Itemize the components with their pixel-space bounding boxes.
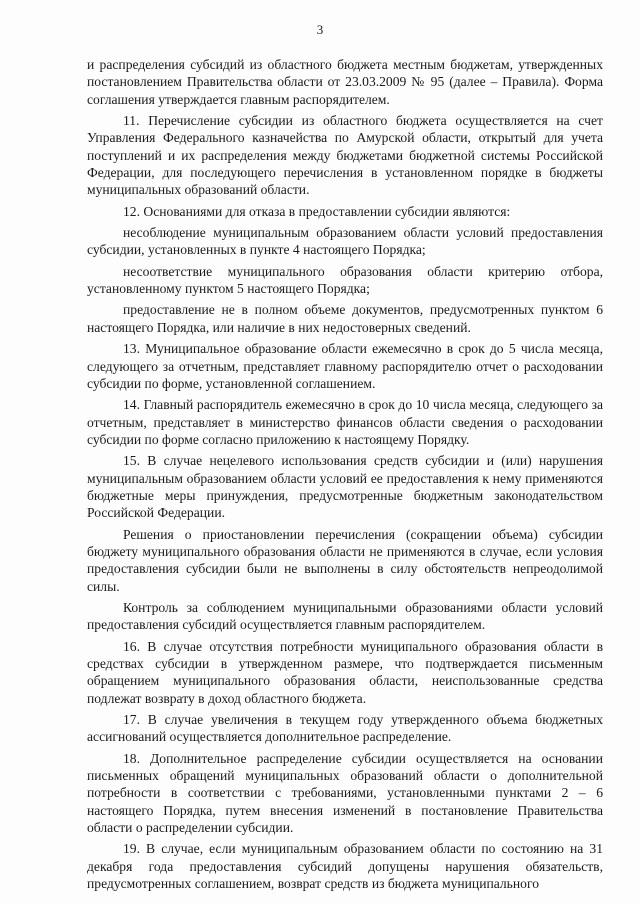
paragraph-11: 11. Перечисление субсидии из областного бюджета осуществляется на счет Управления Федерального казначейства по Амурской области, открытый для учета поступлений и их распределения между бюджетами бюджетной системы Российской Федерации, для последующего перечисления в установленном порядке в бюджеты муниципальных образований области.: [87, 113, 603, 198]
paragraph-14: 14. Главный распорядитель ежемесячно в срок до 10 числа месяца, следующего за отчетным, представляет в министерство финансов области сведения о расходовании субсидии по форме согласно приложению к настоящему Порядку.: [87, 397, 603, 447]
paragraph-17: 17. В случае увеличения в текущем году утвержденного объема бюджетных ассигнований осуществляется дополнительное распределение.: [87, 712, 603, 745]
paragraph-continuation: и распределения субсидий из областного бюджета местным бюджетам, утвержденных постановлением Правительства области от 23.03.2009 № 95 (далее – Правила). Форма соглашения утверждается главным распорядителем.: [87, 57, 603, 107]
document-body: [87, 56, 603, 892]
paragraph-15-decisions: Решения о приостановлении перечисления (сокращении объема) субсидии бюджету муниципального образования области не применяются в случае, если условия предоставления субсидии были не выполнены в силу обстоятельств непреодолимой силы.: [87, 526, 603, 594]
paragraph-12-item-1: несоблюдение муниципальным образованием области условий предоставления субсидии, установленных в пункте 4 настоящего Порядка;: [87, 225, 603, 258]
paragraph-16: 16. В случае отсутствия потребности муниципального образования области в средствах субсидии в утвержденном размере, что подтверждается письменным обращением муниципального образования области, неиспользованные средства подлежат возврату в доход областного бюджета.: [87, 638, 603, 706]
paragraph-12-item-3: предоставление не в полном объеме документов, предусмотренных пунктом 6 настоящего Порядка, или наличие в них недостоверных сведений.: [87, 302, 603, 335]
paragraph-12: 12. Основаниями для отказа в предоставлении субсидии являются:: [123, 203, 511, 219]
paragraph-12-item-2: несоответствие муниципального образования области критерию отбора, установленному пунктом 5 настоящего Порядка;: [87, 263, 603, 297]
page-number: 3: [316, 22, 324, 37]
paragraph-15: 15. В случае нецелевого использования средств субсидии и (или) нарушения муниципальным образованием области условий ее предоставления к нему применяются бюджетные меры принуждения, предусмотренные бюджетным законодательством Российской Федерации.: [87, 453, 603, 521]
paragraph-13: 13. Муниципальное образование области ежемесячно в срок до 5 числа месяца, следующего за отчетным, представляет главному распорядителю отчет о расходовании субсидии по форме, установленной соглашением.: [87, 341, 603, 391]
paragraph-18: 18. Дополнительное распределение субсидии осуществляется на основании письменных обращений муниципальных образований области о дополнительной потребности в соответствии с требованиями, установленными пунктами 2 – 6 настоящего Порядка, путем внесения изменений в постановление Правительства области о распределении субсидии.: [87, 750, 603, 836]
paragraph-15-control: Контроль за соблюдением муниципальными образованиями области условий предоставления субсидий осуществляется главным распорядителем.: [87, 599, 603, 633]
paragraph-19: 19. В случае, если муниципальным образованием области по состоянию на 31 декабря года предоставления субсидий допущены нарушения обязательств, предусмотренных соглашением, возврат средств из бюджета муниципального: [87, 841, 603, 892]
